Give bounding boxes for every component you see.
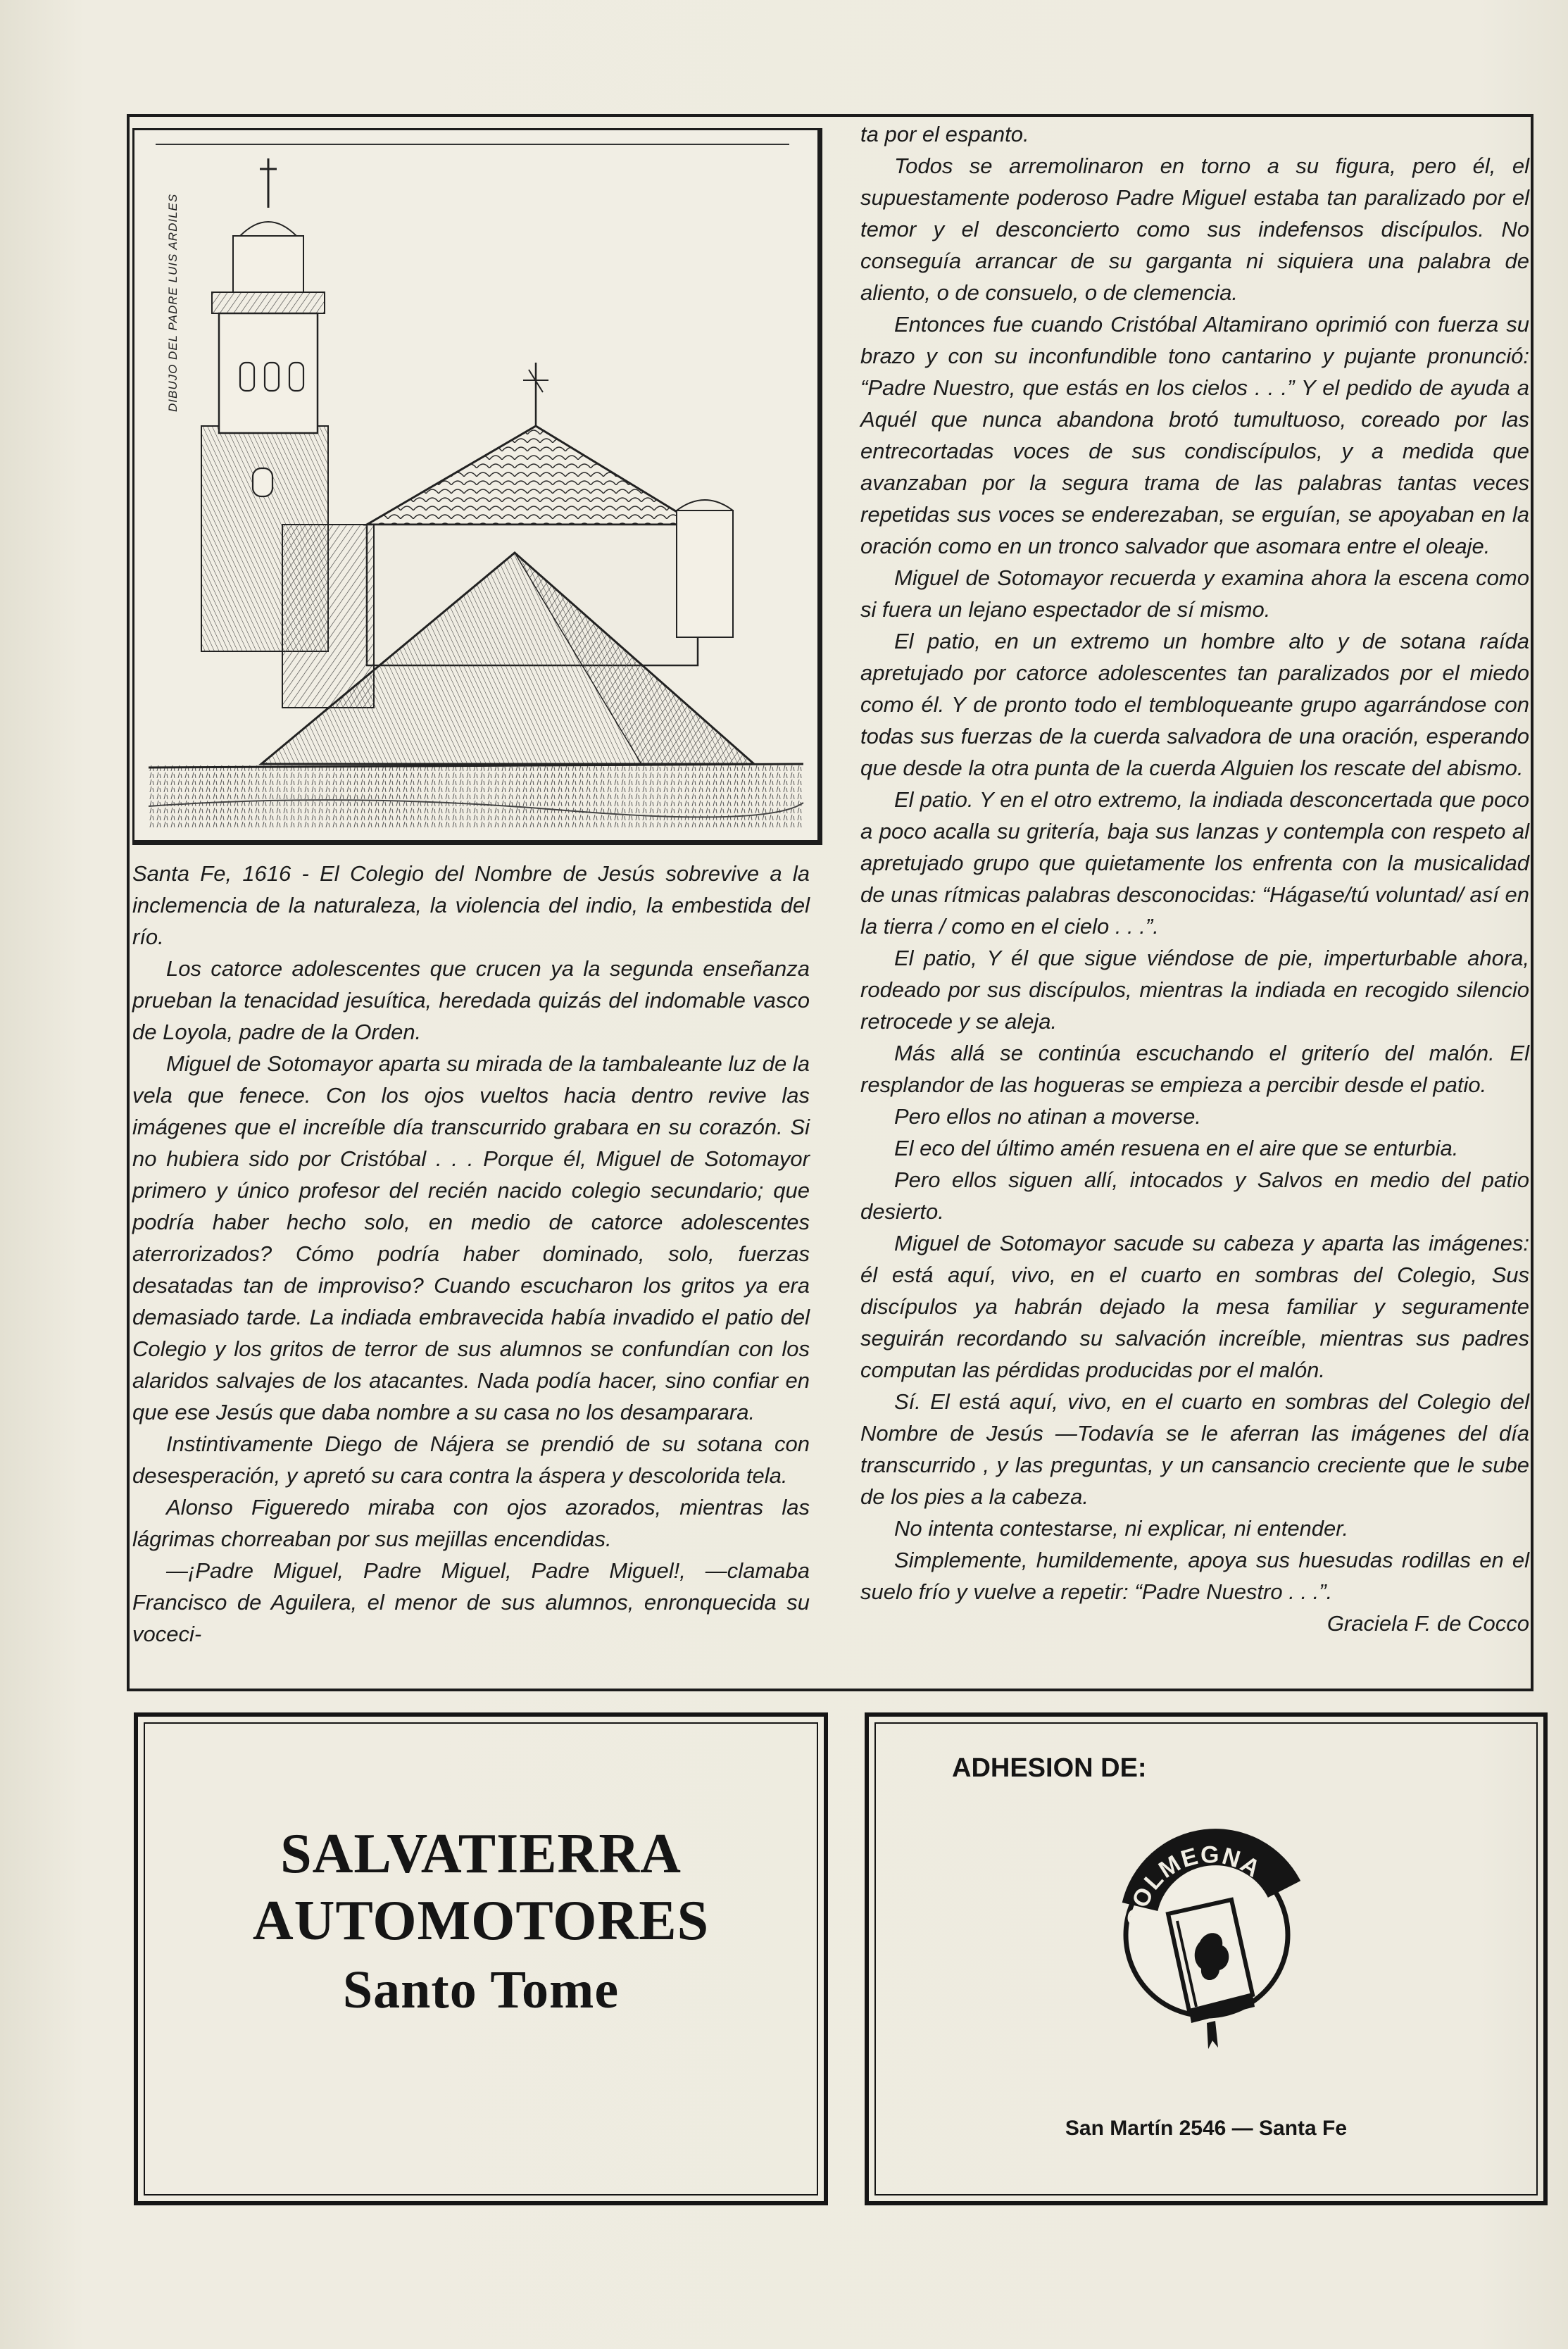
paragraph: —¡Padre Miguel, Padre Miguel, Padre Miguel!, —clamaba Francisco de Aguilera, el menor de sus alumnos, enronquecida su voceci- — [132, 1558, 810, 1646]
left-text-column — [132, 858, 810, 1650]
paragraph: Más allá se continúa escuchando el griterío del malón. El resplandor de las hogueras se empieza a percibir desde el patio. — [860, 1041, 1529, 1097]
paragraph: Miguel de Sotomayor aparta su mirada de la tambaleante luz de la vela que fenece. Con los ojos vueltos hacia dentro revive las imágenes que el increíble día transcurrido grabara en su corazón. Si no hubiera sido por Cristóbal . . . Porque él, Miguel de Sotomayor primero y único profesor del recién nacido colegio secundario; que podría haber hecho solo, en medio de catorce adolescentes aterrorizados? Cómo podría haber dominado, solo, fuerzas desatadas tan de improviso? Cuando escucharon los gritos ya era demasiado tarde. La indiada embravecida había invadido el patio del Colegio y los gritos de terror de sus alumnos se confundían con los alaridos salvajes de los atacantes. Nada podía hacer, sino confiar en que ese Jesús que daba nombre a su casa no los desamparara. — [132, 1051, 810, 1424]
paragraph: Sí. El está aquí, vivo, en el cuarto en sombras del Colegio del Nombre de Jesús —Todavía se le aferran las imágenes del día transcurrido , y las preguntas, y un cansancio creciente que le sube de los pies a la cabeza. — [860, 1389, 1529, 1509]
author-signature: Graciela F. de Cocco — [1326, 1611, 1529, 1636]
paragraph: Pero ellos siguen allí, intocados y Salvos en medio del patio desierto. — [860, 1167, 1529, 1224]
right-text-column — [860, 118, 1529, 1639]
ad-colmegna-address: San Martín 2546 — Santa Fe — [1065, 2117, 1348, 2140]
paragraph: Los catorce adolescentes que crucen ya la segunda enseñanza prueban la tenacidad jesuítica, heredada quizás del indomable vasco de Loyola, padre de la Orden. — [132, 956, 810, 1044]
illustration-credit: DIBUJO DEL PADRE LUIS ARDILES — [166, 193, 180, 412]
paragraph: No intenta contestarse, ni explicar, ni entender. — [894, 1516, 1349, 1541]
paragraph: Miguel de Sotomayor recuerda y examina ahora la escena como si fuera un lejano espectador de sí mismo. — [860, 565, 1529, 622]
paragraph: Simplemente, humildemente, apoya sus huesudas rodillas en el suelo frío y vuelve a repetir: “Padre Nuestro . . .”. — [860, 1548, 1529, 1604]
paragraph: El patio, en un extremo un hombre alto y de sotana raída apretujado por catorce adolescentes tan paralizados por el miedo como él. Y de pronto todo el tembloqueante grupo agarrándose con todas sus fuerzas de la cuerda salvadora de una oración, esperando que desde la otra punta de la cuerda Alguien los rescate del abismo. — [860, 629, 1529, 780]
ad-colmegna-title: ADHESION DE: — [952, 1753, 1147, 1783]
ad-colmegna — [865, 1712, 1548, 2205]
ad-salvatierra — [134, 1712, 828, 2205]
ad-salvatierra-line1: SALVATIERRA — [280, 1823, 682, 1885]
paragraph: Instintivamente Diego de Nájera se prendió de su sotana con desesperación, y apretó su cara contra la áspera y descolorida tela. — [132, 1432, 810, 1488]
paragraph-continuation: ta por el espanto. — [860, 122, 1029, 146]
colmegna-logo-text: COLMEGNA — [1122, 1841, 1266, 1929]
church-illustration — [132, 128, 822, 845]
colmegna-logo — [1101, 1822, 1312, 2055]
paragraph: El patio. Y en el otro extremo, la indiada desconcertada que poco a poco acalla su gritería, baja sus lanzas y contempla con respeto al apretujado grupo que quietamente los enfrenta con la musicalidad de unas rítmicas palabras desconocidas: “Hágase/tú voluntad/ así en la tierra / como en el cielo . . .”. — [860, 787, 1529, 939]
church-drawing — [134, 130, 817, 840]
paragraph: El eco del último amén resuena en el aire que se enturbia. — [894, 1136, 1459, 1160]
church-roof — [367, 426, 698, 525]
paragraph: Todos se arremolinaron en torno a su figura, pero él, el supuestamente poderoso Padre Miguel estaba tan paralizado por el temor y el desconcierto como sus indefensos discípulos. No conseguía arrancar de su garganta ni siquiera una palabra de aliento, o de consuelo, o de clemencia. — [860, 154, 1529, 305]
illustration-caption: Santa Fe, 1616 - El Colegio del Nombre de Jesús sobrevive a la inclemencia de la naturaleza, la violencia del indio, la embestida del río. — [132, 861, 810, 949]
paragraph: El patio, Y él que sigue viéndose de pie, imperturbable ahora, rodeado por sus discípulos, mientras la indiada en recogido silencio retrocede y se aleja. — [860, 946, 1529, 1034]
colmegna-book-logo — [1101, 1822, 1312, 2055]
paragraph: Pero ellos no atinan a moverse. — [894, 1104, 1201, 1129]
paragraph: Alonso Figueredo miraba con ojos azorados, mientras las lágrimas chorreaban por sus mejillas encendidas. — [132, 1495, 810, 1551]
ad-salvatierra-line3: Santo Tome — [342, 1960, 620, 2019]
ad-salvatierra-line2: AUTOMOTORES — [252, 1890, 710, 1952]
paragraph: Miguel de Sotomayor sacude su cabeza y aparta las imágenes: él está aquí, vivo, en el cuarto en sombras del Colegio, Sus discípulos ya habrán dejado la mesa familiar y seguramente seguirán recordando su salvación increíble, mientras sus padres computan las pérdidas producidas por el malón. — [860, 1231, 1529, 1382]
paragraph: Entonces fue cuando Cristóbal Altamirano oprimió con fuerza su brazo y con su inconfundible tono cantarino y pujante pronunció: “Padre Nuestro, que estás en los cielos . . .” Y el pedido de ayuda a Aquél que nunca abandona brotó tumultuoso, coreado por las entrecortadas voces de sus condiscípulos, y a medida que avanzaban por la segura trama de las palabras tantas veces repetidas sus voces se enderezaban, se erguían, se apoyaban en la oración como en un tronco salvador que asomara entre el oleaje. — [860, 312, 1529, 558]
